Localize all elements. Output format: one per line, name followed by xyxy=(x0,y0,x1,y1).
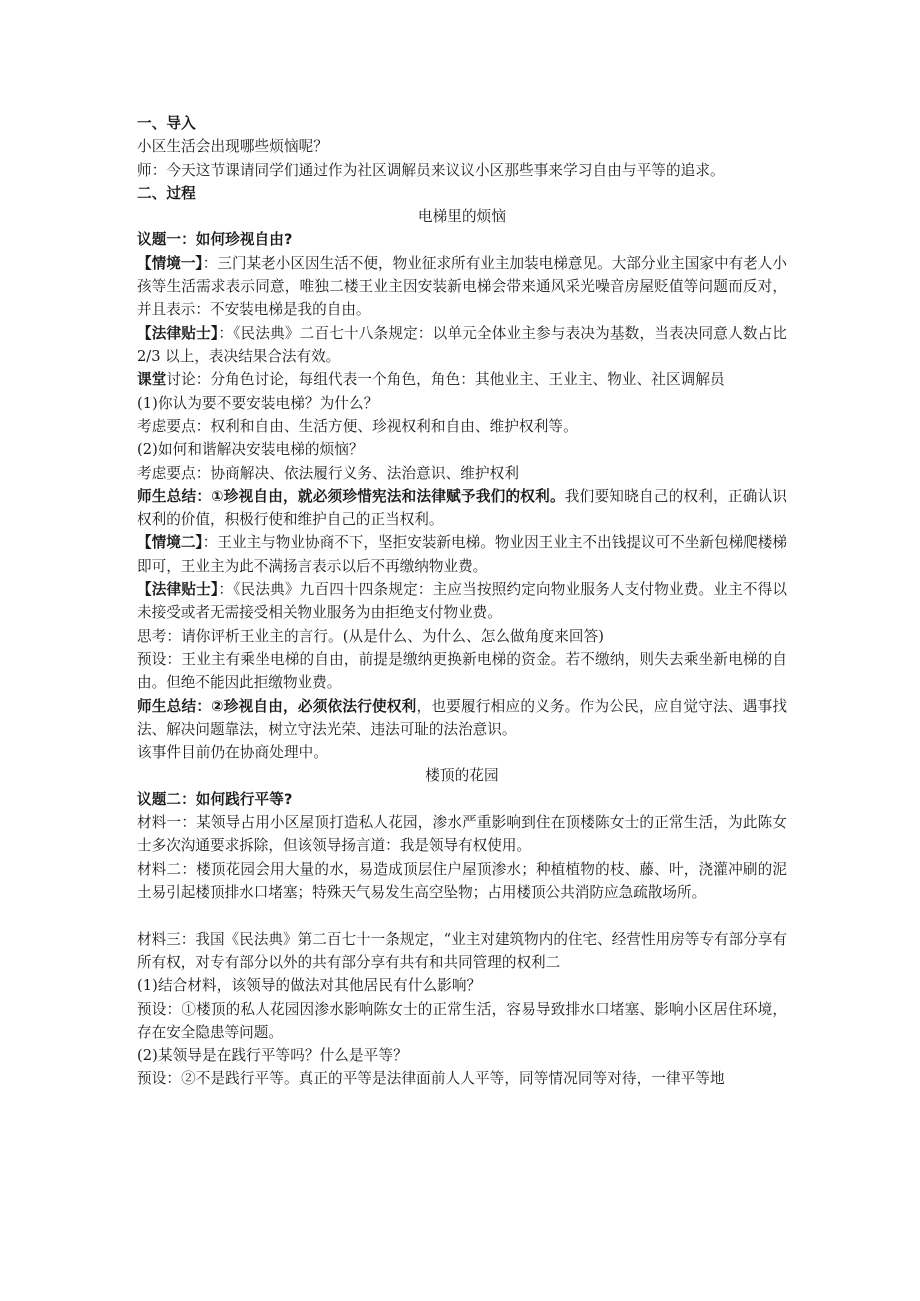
summary-two xyxy=(137,695,787,742)
garden-preset-two: 预设：②不是践行平等。真正的平等是法律面前人人平等，同等情况同等对待，一律平等地 xyxy=(137,1070,725,1088)
class-discussion xyxy=(137,368,787,391)
law-tip-two-text: ：《民法典》九百四十四条规定：主应当按照约定向物业服务人支付物业费。业主不得以未接受或者无需接受相关物业服务为由拒绝支付物业费。 xyxy=(137,581,787,622)
summary-one-label: 师生总结 xyxy=(137,487,197,505)
law-tip-one xyxy=(137,322,787,369)
law-tip-one-label: 【法律贴士】 xyxy=(137,324,219,342)
scene-two xyxy=(137,531,787,578)
consideration-one: 考虑要点：权利和自由、生活方便、珍视权利和自由、维护权利等。 xyxy=(137,417,578,435)
scene-one xyxy=(137,252,787,322)
summary-one-text: 我们要知晓自己的权利，正确认识权利的价值，积极行使和维护自己的正当权利。 xyxy=(137,487,787,529)
summary-two-label: 师生总结 xyxy=(137,697,197,715)
document-page xyxy=(137,112,787,1091)
scene-two-text: ：王业主与物业协商不下，坚拒安装新电梯。物业因王业主不出钱提议可不坐新包梯爬楼梯即可，王业主为此不满扬言表示以后不再缴纳物业费。 xyxy=(137,534,787,575)
think-prompt: 思考：请你评析王业主的言行。(从是什么、为什么、怎么做角度来回答) xyxy=(137,627,605,645)
topic-two: 议题二：如何践行平等? xyxy=(137,790,293,808)
event-status: 该事件目前仍在协商处理中。 xyxy=(137,744,329,762)
question-two: (2)如何和谐解决安装电梯的烦恼？ xyxy=(137,441,364,459)
garden-question-two: (2)某领导是在践行平等吗？什么是平等？ xyxy=(137,1047,408,1065)
material-one: 材料一：某领导占用小区屋顶打造私人花园，渗水严重影响到住在顶楼陈女士的正常生活，为此陈女士多次沟通要求拆除，但该领导扬言道：我是领导有权使用。 xyxy=(137,814,787,855)
law-tip-one-text: ：《民法典》二百七十八条规定：以单元全体业主参与表决为基数，当表决同意人数占比 2/3 以上，表决结果合法有效。 xyxy=(137,324,787,366)
law-tip-two-label: 【法律贴士】 xyxy=(137,581,219,599)
scene-two-label: 【情境二】 xyxy=(137,534,203,552)
summary-two-bold: ：②珍视自由，必须依法行使权利 xyxy=(196,697,417,715)
law-tip-two xyxy=(137,578,787,625)
case-title-elevator: 电梯里的烦恼 xyxy=(417,208,507,226)
garden-question-one: (1)结合材料，该领导的做法对其他居民有什么影响？ xyxy=(137,977,482,995)
summary-one xyxy=(137,485,787,532)
section-heading-process: 二、过程 xyxy=(137,184,196,202)
material-two: 材料二：楼顶花园会用大量的水，易造成顶层住户屋顶渗水；种植植物的枝、藤、叶，浇灌冲刷的泥土易引起楼顶排水口堵塞；特殊天气易发生高空坠物；占用楼顶公共消防应急疏散场所。 xyxy=(137,860,787,901)
case-title-garden: 楼顶的花园 xyxy=(425,767,499,785)
teacher-remark: 师：今天这节课请同学们通过作为社区调解员来议议小区那些事来学习自由与平等的追求。 xyxy=(137,161,725,179)
scene-one-label: 【情境一】 xyxy=(137,254,203,272)
question-one: (1)你认为要不要安装电梯？为什么？ xyxy=(137,394,379,412)
scene-one-text: ：三门某老小区因生活不便，物业征求所有业主加装电梯意见。大部分业主国家中有老人小孩等生活需求表示同意，唯独二楼王业主因安装新电梯会带来通风采光噪音房屋贬值等问题而反对，并且表示：不安装电梯是我的自由。 xyxy=(137,254,787,319)
garden-preset-one: 预设：①楼顶的私人花园因渗水影响陈女士的正常生活，容易导致排水口堵塞、影响小区居住环境，存在安全隐患等问题。 xyxy=(137,1000,787,1041)
preset-answer: 预设：王业主有乘坐电梯的自由，前提是缴纳更换新电梯的资金。若不缴纳，则失去乘坐新电梯的自由。但绝不能因此拒缴物业费。 xyxy=(137,650,787,692)
consideration-two: 考虑要点：协商解决、依法履行义务、法治意识、维护权利 xyxy=(137,464,520,482)
class-discussion-label: 课堂 xyxy=(137,371,167,389)
section-heading-intro: 一、导入 xyxy=(137,115,196,132)
class-discussion-text: 讨论：分角色讨论，每组代表一个角色，角色：其他业主、王业主、物业、社区调解员 xyxy=(166,371,725,389)
material-three: 材料三：我国《民法典》第二百七十一条规定，“业主对建筑物内的住宅、经营性用房等专有部分享有所有权，对专有部分以外的共有部分享有共有和共同管理的权利二 xyxy=(137,930,787,971)
summary-two-text: ，也要履行相应的义务。作为公民，应自觉守法、遇事找法、解决问题靠法，树立守法光荣、违法可耻的法治意识。 xyxy=(137,697,787,738)
intro-question: 小区生活会出现哪些烦恼呢？ xyxy=(137,138,329,156)
summary-one-bold: ：①珍视自由，就必须珍惜宪法和法律赋予我们的权利。 xyxy=(196,487,565,505)
topic-one: 议题一：如何珍视自由? xyxy=(137,231,293,249)
